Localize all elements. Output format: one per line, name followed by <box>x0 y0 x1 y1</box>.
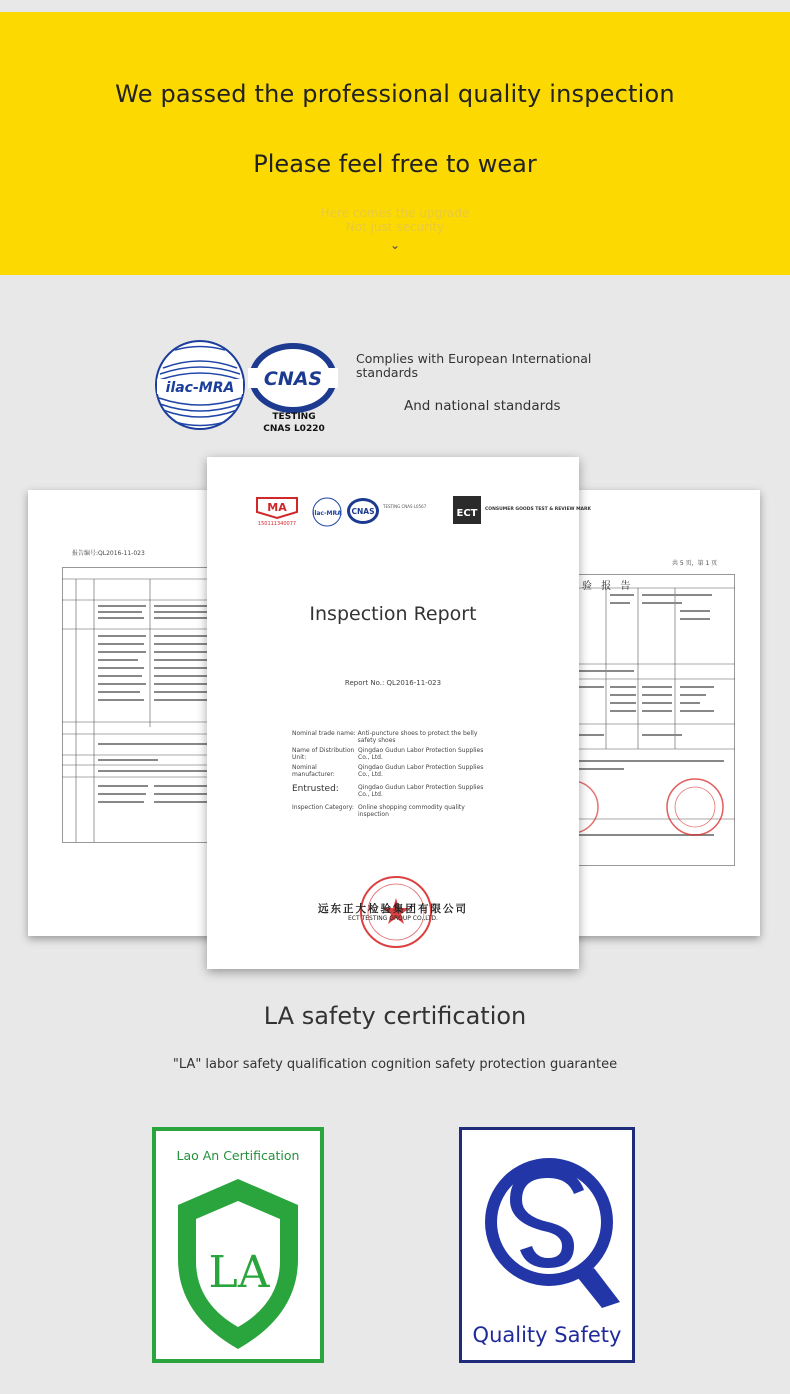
report-page-right <box>560 490 760 936</box>
hero-banner <box>0 12 790 275</box>
la-section-title: LA safety certification <box>263 1002 527 1030</box>
standards-logos <box>155 338 340 438</box>
cnas-small-logo <box>347 498 379 524</box>
shield-icon <box>172 1175 304 1353</box>
report-page-left <box>28 490 228 936</box>
banner-subheadline: Please feel free to wear <box>253 150 537 178</box>
left-doc-header: 报告编号:QL2016-11-023 <box>72 550 145 557</box>
svg-text:TESTING CNAS L0567: TESTING CNAS L0567 <box>383 504 427 509</box>
banner-faint-text-2: Not just security <box>345 220 445 234</box>
svg-text:CNAS: CNAS <box>263 368 323 390</box>
svg-text:ilac-MRA: ilac-MRA <box>312 510 342 517</box>
right-doc-title: 验 报 告 <box>582 581 634 592</box>
banner-faint-text-1: Here comes the upgrade <box>320 206 470 220</box>
ilac-small-logo <box>312 498 342 526</box>
report-field: Entrusted: Qingdao Gudun Labor Protection Supplies Co., Ltd. <box>292 784 484 798</box>
report-field: Nominal trade name: Anti-puncture shoes to protect the belly safety shoes <box>292 730 478 744</box>
cnas-logo <box>248 343 338 434</box>
standards-text-european: Complies with European International standards <box>356 351 592 380</box>
report-title: Inspection Report <box>309 603 477 625</box>
standards-text-national: And national standards <box>404 398 561 414</box>
chevron-down-icon: ⌄ <box>389 238 401 252</box>
issuer-name-cn: 远东正大检验集团有限公司 <box>318 903 468 915</box>
right-doc-table <box>560 574 735 866</box>
issuer-name-en: ECT TESTING GROUP CO.,LTD. <box>348 915 438 922</box>
report-number: Report No.: QL2016-11-023 <box>344 679 442 687</box>
report-fields <box>292 730 492 818</box>
svg-text:CNAS L0220: CNAS L0220 <box>263 424 325 434</box>
svg-text:LA: LA <box>208 1247 270 1298</box>
cma-logo <box>257 498 297 527</box>
svg-text:CNAS: CNAS <box>351 507 375 516</box>
la-badge-caption: Lao An Certification <box>176 1148 300 1163</box>
banner-headline: We passed the professional quality inspection <box>115 80 675 108</box>
qs-logo-icon <box>470 1142 628 1320</box>
ilac-mra-logo <box>156 341 244 429</box>
svg-text:ilac-MRA: ilac-MRA <box>165 380 235 396</box>
ect-logo <box>453 496 591 524</box>
inspection-report-cover <box>207 457 591 969</box>
quality-safety-badge <box>459 1127 635 1363</box>
report-field: Nominal manufacturer: Qingdao Gudun Labor Protection Supplies Co., Ltd. <box>292 764 484 778</box>
right-doc-page: 共 5 页，第 1 页 <box>672 560 718 567</box>
la-section-subtitle: "LA" labor safety qualification cognition safety protection guarantee <box>172 1057 618 1072</box>
svg-text:MA: MA <box>267 501 287 514</box>
qs-badge-caption: Quality Safety <box>472 1323 622 1347</box>
report-field: Inspection Category: Online shopping commodity quality inspection <box>292 804 465 818</box>
left-doc-table <box>62 567 228 843</box>
report-logo-strip <box>255 494 591 530</box>
svg-text:TESTING: TESTING <box>272 412 316 422</box>
report-field: Name of Distribution Unit: Qingdao Gudun Labor Protection Supplies Co., Ltd. <box>292 747 484 761</box>
la-certification-badge <box>152 1127 324 1363</box>
svg-text:150111340077: 150111340077 <box>257 521 297 527</box>
svg-text:ECT: ECT <box>456 508 478 519</box>
svg-text:CONSUMER GOODS TEST & REVIEW M: CONSUMER GOODS TEST & REVIEW MARK <box>485 507 591 512</box>
